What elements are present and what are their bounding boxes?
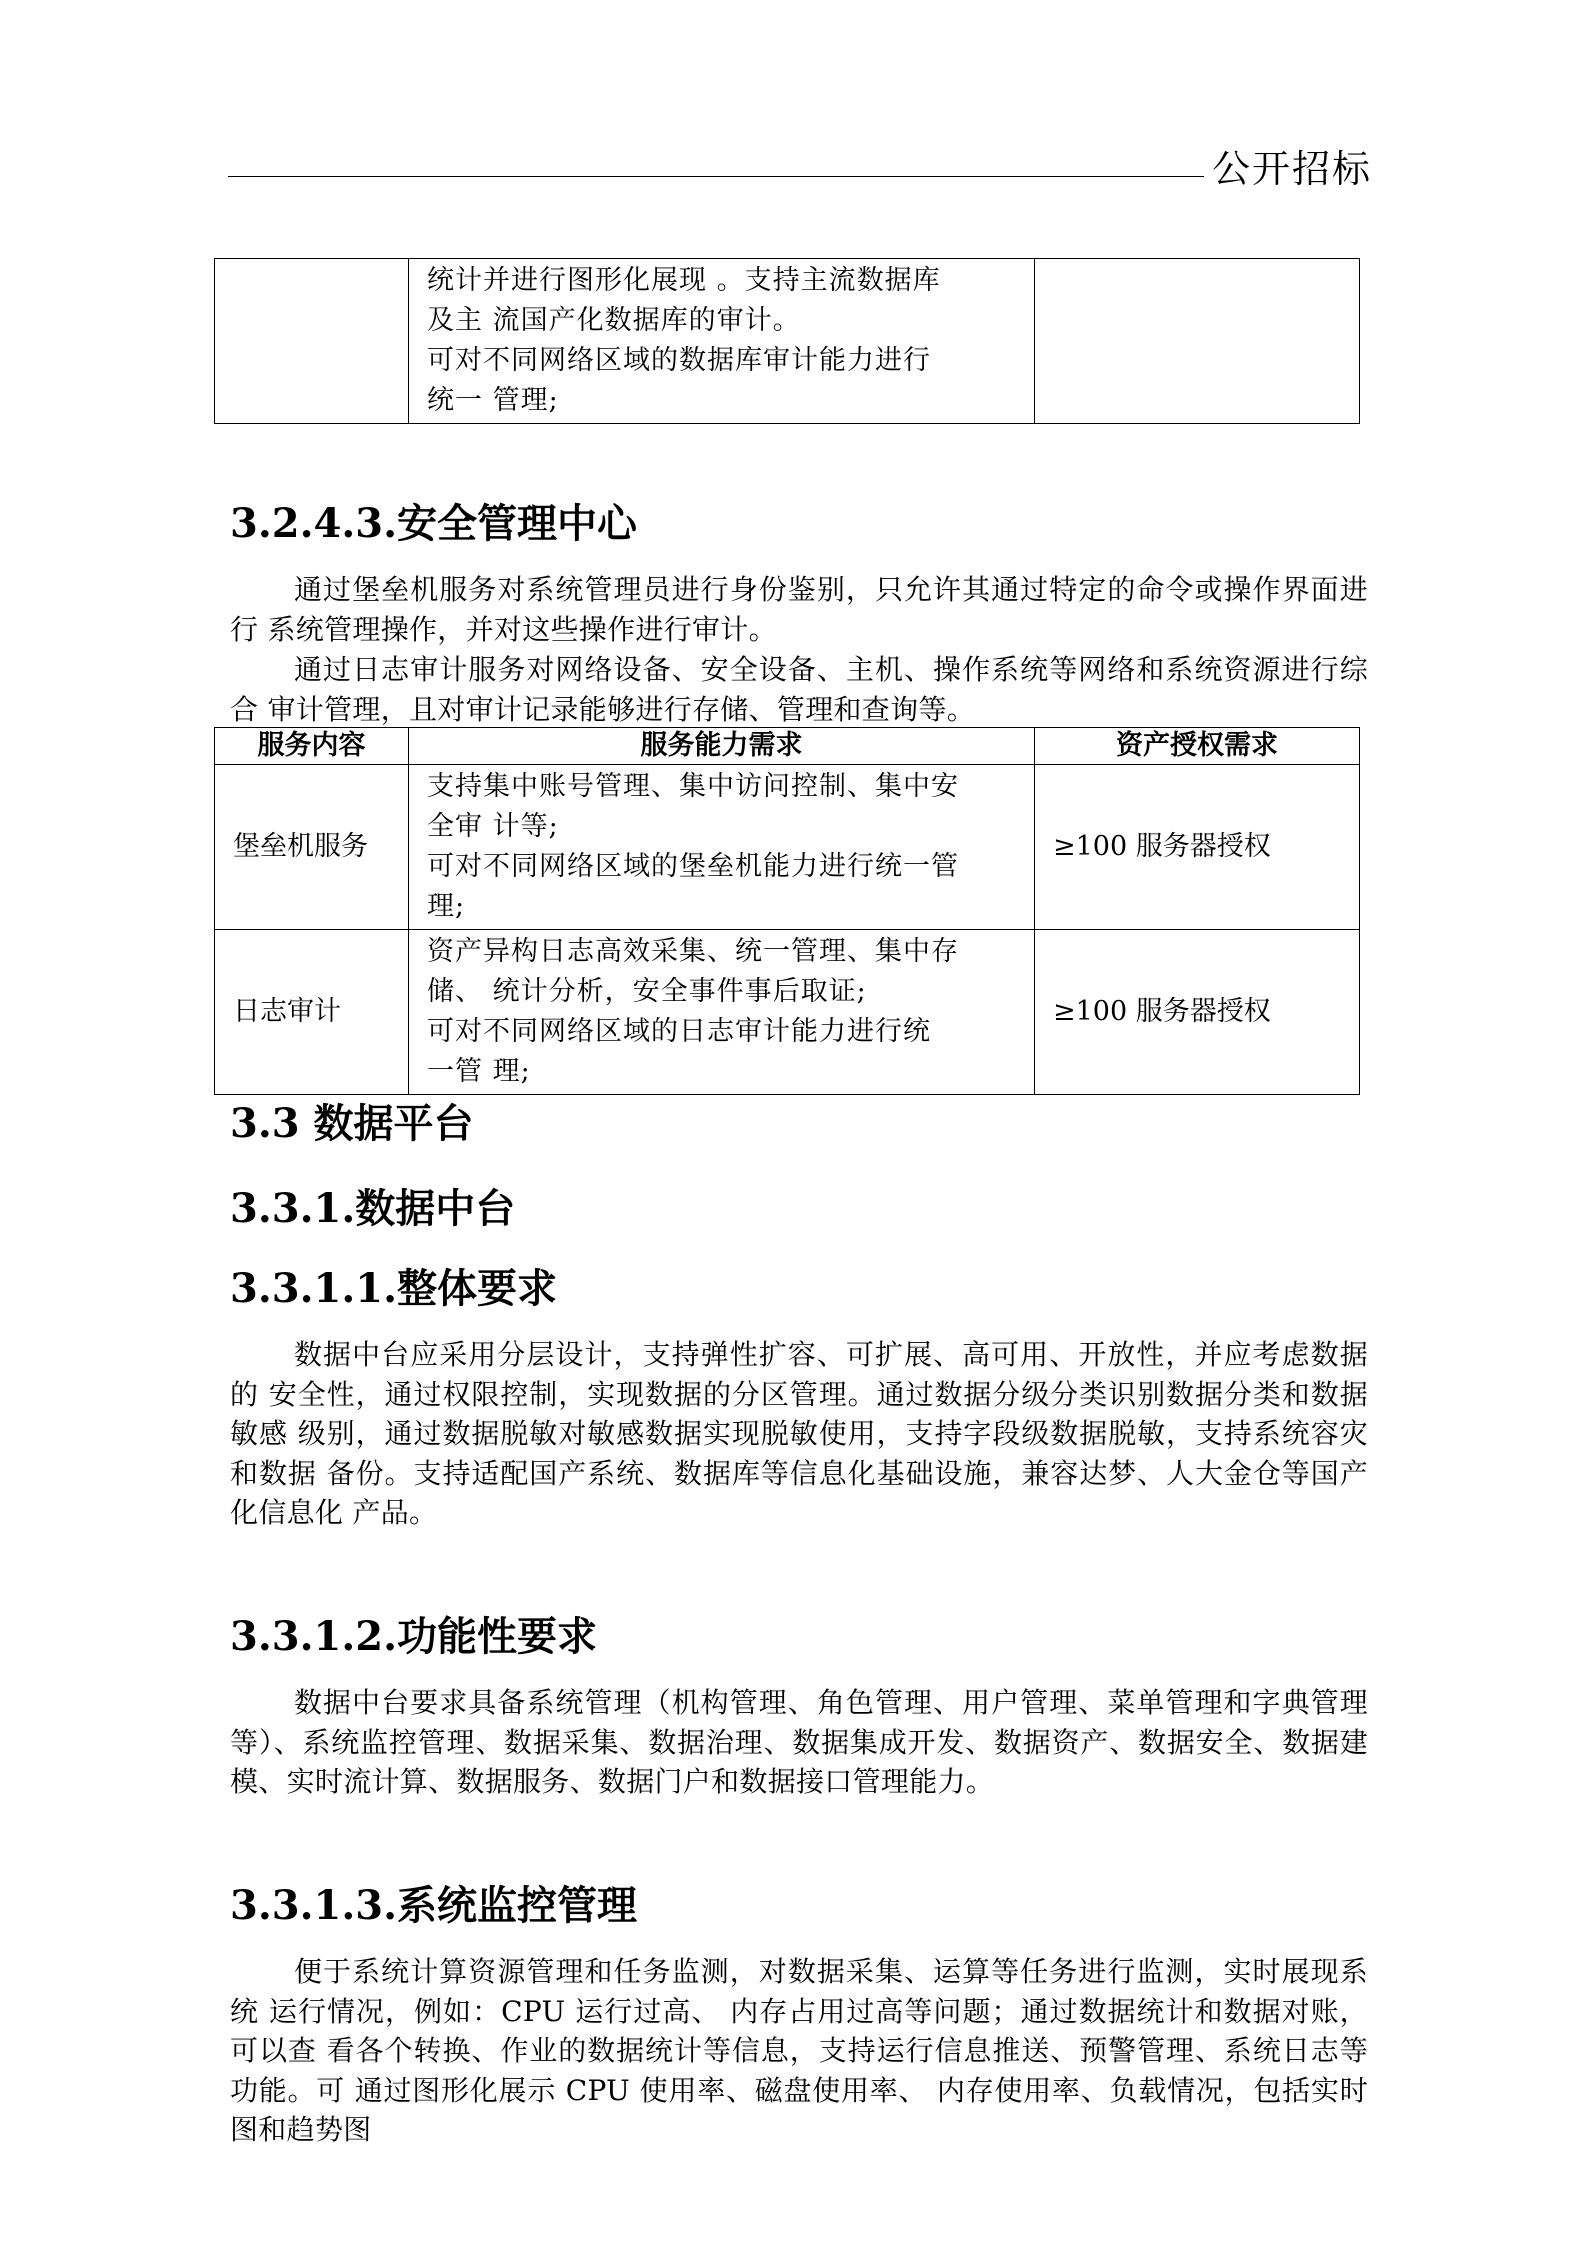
table-header-row	[215, 728, 1360, 765]
paragraph: 通过日志审计服务对网络设备、安全设备、主机、操作系统等网络和系统资源进行综合 审计管理，且对审计记录能够进行存储、管理和查询等。	[230, 653, 1368, 726]
requirement-line: 可对不同网络区域的数据库审计能力进行	[427, 345, 931, 376]
requirement-line: 支持集中账号管理、集中访问控制、集中安	[427, 771, 959, 802]
table-cell-service: 堡垒机服务	[215, 765, 409, 930]
requirement-line: 理;	[427, 891, 466, 922]
section-heading-3-3-1: 3.3.1.数据中台	[230, 1185, 516, 1232]
table-cell-service	[215, 259, 409, 424]
page-header-title: 公开招标	[1204, 150, 1372, 188]
paragraph: 通过堡垒机服务对系统管理员进行身份鉴别，只允许其通过特定的命令或操作界面进行 系统管理操作，并对这些操作进行审计。	[230, 573, 1368, 646]
table-cell-license: ≥100 服务器授权	[1035, 765, 1360, 930]
table-row	[215, 765, 1360, 930]
table-cell-requirement	[409, 259, 1035, 424]
paragraph: 便于系统计算资源管理和任务监测，对数据采集、运算等任务进行监测，实时展现系统 运行情况，例如：CPU 运行过高、 内存占用过高等问题；通过数据统计和数据对账，可以查 看各个转换、作业的数据统计等信息，支持运行信息推送、预警管理、系统日志等功能。可 通过图形化展示 CPU 使用率、磁盘使用率、 内存使用率、负载情况，包括实时图和趋势图	[230, 1955, 1368, 2147]
requirement-line: 可对不同网络区域的堡垒机能力进行统一管	[427, 851, 959, 882]
requirement-line: 可对不同网络区域的日志审计能力进行统	[427, 1016, 931, 1047]
paragraph: 数据中台应采用分层设计，支持弹性扩容、可扩展、高可用、开放性，并应考虑数据的 安全性，通过权限控制，实现数据的分区管理。通过数据分级分类识别数据分类和数据敏感 级别，通过数据脱敏对敏感数据实现脱敏使用，支持字段级数据脱敏，支持系统容灾和数据 备份。支持适配国产系统、数据库等信息化基础设施，兼容达梦、人大金仓等国产化信息化 产品。	[230, 1338, 1368, 1530]
table-header-requirement: 服务能力需求	[409, 728, 1035, 765]
table-cell-license	[1035, 259, 1360, 424]
section-heading-3-3-1-3: 3.3.1.3.系统监控管理	[230, 1882, 638, 1929]
requirement-line: 资产异构日志高效采集、统一管理、集中存	[427, 936, 959, 967]
requirement-line: 统一 管理;	[427, 385, 559, 416]
requirement-line: 储、 统计分析，安全事件事后取证;	[427, 976, 867, 1007]
section-heading-3-3-1-1: 3.3.1.1.整体要求	[230, 1265, 558, 1312]
table-cell-service: 日志审计	[215, 930, 409, 1095]
table-header-license: 资产授权需求	[1035, 728, 1360, 765]
section-heading-3-2-4-3: 3.2.4.3.安全管理中心	[230, 500, 638, 547]
paragraph: 数据中台要求具备系统管理（机构管理、角色管理、用户管理、菜单管理和字典管理 等）、系统监控管理、数据采集、数据治理、数据集成开发、数据资产、数据安全、数据建 模、实时流计算、数据服务、数据门户和数据接口管理能力。	[230, 1686, 1368, 1799]
requirement-line: 一管 理;	[427, 1056, 531, 1087]
section-heading-3-3: 3.3 数据平台	[230, 1100, 474, 1147]
table-cell-requirement	[409, 930, 1035, 1095]
table-row	[215, 259, 1360, 424]
table-row	[215, 930, 1360, 1095]
requirement-line: 及主 流国产化数据库的审计。	[427, 305, 801, 336]
table-cell-license: ≥100 服务器授权	[1035, 930, 1360, 1095]
table-header-service: 服务内容	[215, 728, 409, 765]
header-rule	[228, 176, 1362, 177]
service-table	[214, 727, 1360, 1095]
section-heading-3-3-1-2: 3.3.1.2.功能性要求	[230, 1613, 598, 1660]
continued-table	[214, 258, 1360, 424]
requirement-line: 统计并进行图形化展现 。支持主流数据库	[427, 265, 941, 296]
requirement-line: 全审 计等;	[427, 811, 559, 842]
table-cell-requirement	[409, 765, 1035, 930]
